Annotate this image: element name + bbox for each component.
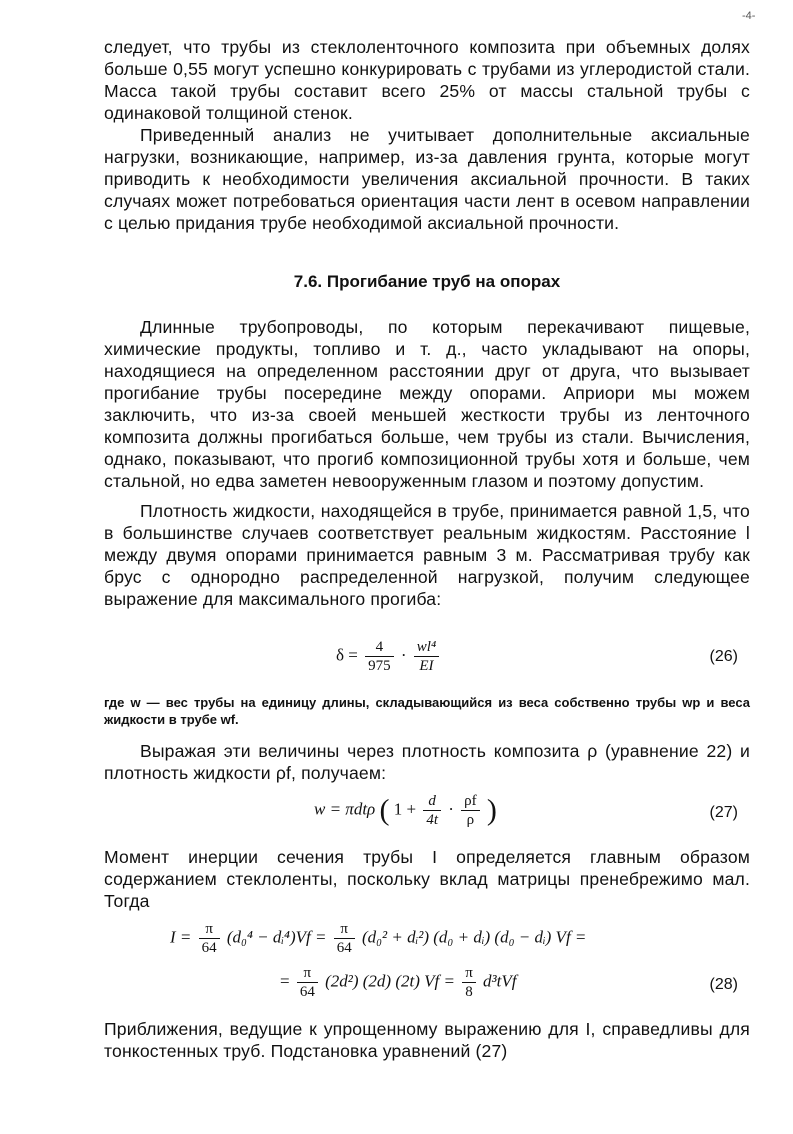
equation-number-27: (27) (709, 804, 738, 821)
eq27-dot: · (448, 799, 454, 819)
paragraph-4: Плотность жидкости, находящейся в трубе, принимается равной 1,5, что в большинстве случаев соответствует реальным жидкостям. Расстояние l между двумя опорами принимается равным 3 м. Рассматривая трубу как брус с однородно распределенной нагрузкой, получим следующее выражение для максимального прогиба: (104, 501, 750, 609)
paragraph-block-5 (104, 1018, 750, 1062)
equation-number-28: (28) (709, 976, 738, 993)
eq26-frac1-num: 4 (365, 638, 394, 657)
paragraph-block-1 (104, 36, 750, 234)
eq27-one-plus: 1 + (393, 799, 417, 819)
eq28-den-64: 64 (299, 984, 315, 1000)
paragraph-6: Момент инерции сечения трубы I определяется главным образом содержанием стеклоленты, поскольку вклад матрицы пренебрежимо мал. Тогда (104, 847, 750, 911)
eq26-lhs: δ = (336, 645, 358, 665)
eq27-lhs: w = πdtρ (314, 799, 376, 819)
eq26-frac1 (365, 638, 394, 675)
eq28-pi: π (462, 964, 476, 983)
eq28-line2-a: (2d²) (2d) (2t) Vf = (325, 971, 455, 991)
equation-28-line-1 (104, 920, 750, 966)
eq27-open-paren: ( (379, 793, 390, 827)
eq27-frac2-num: ρf (461, 792, 479, 811)
eq26-frac2 (414, 638, 439, 675)
eq27-frac2-den: ρ (466, 812, 475, 828)
paragraph-3: Длинные трубопроводы, по которым перекачивают пищевые, химические продукты, топливо и т. д., часто укладывают на опоры, находящиеся на определенном расстоянии друг от друга, что вызывает прогибание трубы посередине между опорами. Априори мы можем заключить, что из-за своей меньшей жесткости трубы из ленточного композита должны прогибаться больше, чем трубы из стали. Вычисления, однако, показывают, что прогиб композиционной трубы хотя и больше, чем стальной, но едва заметен невооруженным глазом и поэтому допустим. (104, 317, 750, 491)
eq27-close-paren: ) (486, 793, 497, 827)
paragraph-2: Приведенный анализ не учитывает дополнительные аксиальные нагрузки, возникающие, например, из-за давления грунта, которые могут приводить к необходимости увеличения аксиальной прочности. В таких случаях может потребоваться ориентация части лент в осевом направлении с целью придания трубе необходимой аксиальной прочности. (104, 125, 750, 233)
paragraph-block-4 (104, 846, 750, 912)
eq28-pi: π (199, 920, 220, 939)
eq28-den-64: 64 (336, 940, 352, 956)
eq26-dot: · (400, 645, 407, 665)
eq28-line1-lhs: I = (170, 927, 192, 947)
paragraph-7: Приближения, ведущие к упрощенному выражению для I, справедливы для тонкостенных труб. Подстановка уравнений (27) (104, 1019, 750, 1061)
paragraph-1: следует, что трубы из стеклоленточного композита при объемных долях больше 0,55 могут успешно конкурировать с трубами из углеродистой стали. Масса такой трубы составит всего 25% от массы стальной трубы с одинаковой толщиной стенок. (104, 37, 750, 123)
eq28-pi: π (297, 964, 318, 983)
equation-26 (104, 634, 750, 682)
eq26-frac2-den: EI (419, 658, 434, 674)
eq27-frac1-den: 4t (426, 812, 438, 828)
eq28-line1-a: (d₀⁴ − dᵢ⁴)Vf = (226, 927, 327, 947)
paragraph-block-2 (104, 316, 750, 610)
eq26-frac1-den: 975 (368, 658, 391, 674)
eq28-line2-lhs: = (280, 971, 290, 991)
paragraph-block-3 (104, 740, 750, 784)
eq28-den-64: 64 (201, 940, 217, 956)
eq27-frac1 (423, 792, 441, 829)
eq28-line1-b: (d₀² + dᵢ²) (d₀ + dᵢ) (d₀ − dᵢ) Vf = (361, 927, 587, 947)
equation-26-note: где w — вес трубы на единицу длины, складывающийся из веса собственно трубы wp и веса жидкости в трубе wf. (104, 695, 750, 727)
eq28-line2-b: d³tVf (483, 971, 517, 991)
eq27-frac2 (461, 792, 479, 829)
eq28-line2-frac1 (297, 964, 318, 1001)
equation-28-line-2 (104, 964, 750, 1010)
page-marker: -4- (742, 10, 756, 22)
eq28-line2-frac2 (462, 964, 476, 1001)
equation-number-26: (26) (709, 648, 738, 665)
eq28-line1-frac1 (199, 920, 220, 957)
equation-27 (104, 790, 750, 840)
section-heading: 7.6. Прогибание труб на опорах (293, 272, 561, 291)
eq26-frac2-num: wl⁴ (414, 638, 439, 657)
eq28-line1-frac2 (334, 920, 355, 957)
paragraph-5: Выражая эти величины через плотность композита ρ (уравнение 22) и плотность жидкости ρf, получаем: (104, 741, 750, 783)
eq28-den-8: 8 (465, 984, 473, 1000)
eq28-pi: π (334, 920, 355, 939)
eq27-frac1-num: d (423, 792, 441, 811)
